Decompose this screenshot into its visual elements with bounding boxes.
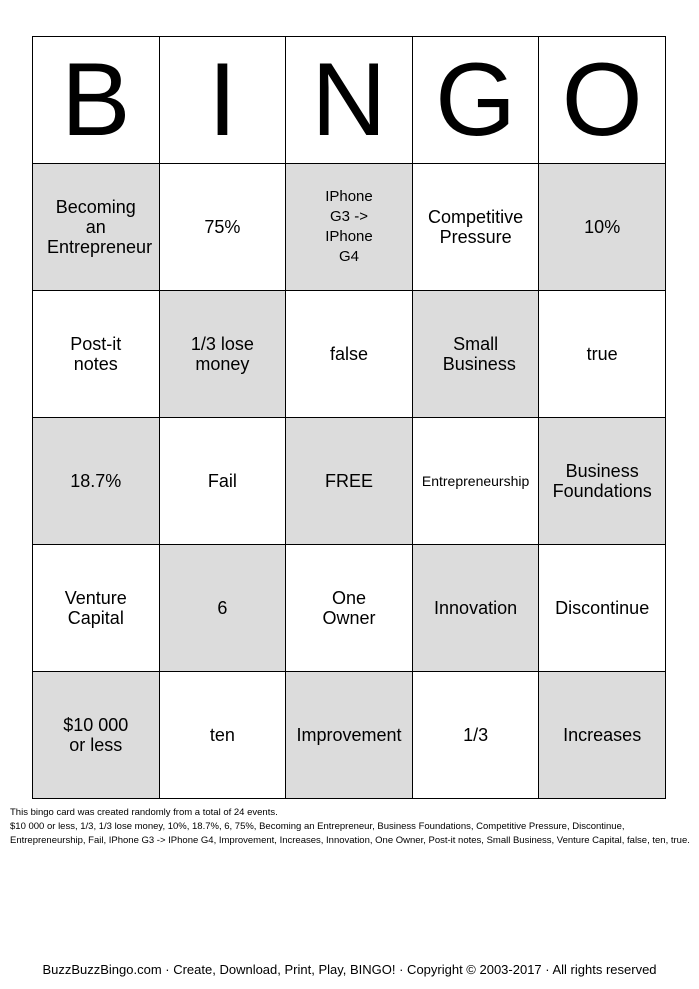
- cell: One Owner: [286, 545, 413, 672]
- cell: Business Foundations: [539, 418, 666, 545]
- cell: Innovation: [412, 545, 539, 672]
- cell: Post-it notes: [33, 291, 160, 418]
- cell: Becoming an Entrepreneur: [33, 164, 160, 291]
- cell: 10%: [539, 164, 666, 291]
- cell: Entrepreneurship: [412, 418, 539, 545]
- cell: 75%: [159, 164, 286, 291]
- cell: true: [539, 291, 666, 418]
- cell: Venture Capital: [33, 545, 160, 672]
- cell: Small Business: [412, 291, 539, 418]
- cell: Fail: [159, 418, 286, 545]
- header-letter-n: N: [286, 37, 413, 164]
- cell-free-space: FREE: [286, 418, 413, 545]
- footer-credit: BuzzBuzzBingo.com · Create, Download, Print, Play, BINGO! · Copyright © 2003-2017 · All rights reserved: [42, 962, 657, 977]
- cell: ten: [159, 672, 286, 799]
- grid-row-4: [33, 545, 666, 672]
- cell: Improvement: [286, 672, 413, 799]
- grid-row-5: [33, 672, 666, 799]
- header-letter-o: O: [539, 37, 666, 164]
- cell: 1/3 lose money: [159, 291, 286, 418]
- cell: Discontinue: [539, 545, 666, 672]
- grid-row-2: [33, 291, 666, 418]
- cell: Increases: [539, 672, 666, 799]
- grid-row-3: [33, 418, 666, 545]
- cell: $10 000 or less: [33, 672, 160, 799]
- card-notes: [10, 806, 694, 848]
- cell: false: [286, 291, 413, 418]
- header-letter-g: G: [412, 37, 539, 164]
- cell: Competitive Pressure: [412, 164, 539, 291]
- header-row: [33, 37, 666, 164]
- cell: 1/3: [412, 672, 539, 799]
- notes-event-list: $10 000 or less, 1/3, 1/3 lose money, 10%, 18.7%, 6, 75%, Becoming an Entrepreneur, Business Foundations, Competitive Pressure, Discontinue, Entrepreneurship, Fail, IPhone G3 -> IPhone G4, Improvement, Increases, Innovation, One Owner, Post-it notes, Small Business, Venture Capital, false, ten, true.: [10, 821, 690, 846]
- notes-summary: This bingo card was created randomly from a total of 24 events.: [10, 807, 278, 818]
- cell: 18.7%: [33, 418, 160, 545]
- header-letter-b: B: [33, 37, 160, 164]
- cell: IPhone G3 -> IPhone G4: [286, 164, 413, 291]
- bingo-card: [32, 36, 666, 799]
- header-letter-i: I: [159, 37, 286, 164]
- cell: 6: [159, 545, 286, 672]
- grid-row-1: [33, 164, 666, 291]
